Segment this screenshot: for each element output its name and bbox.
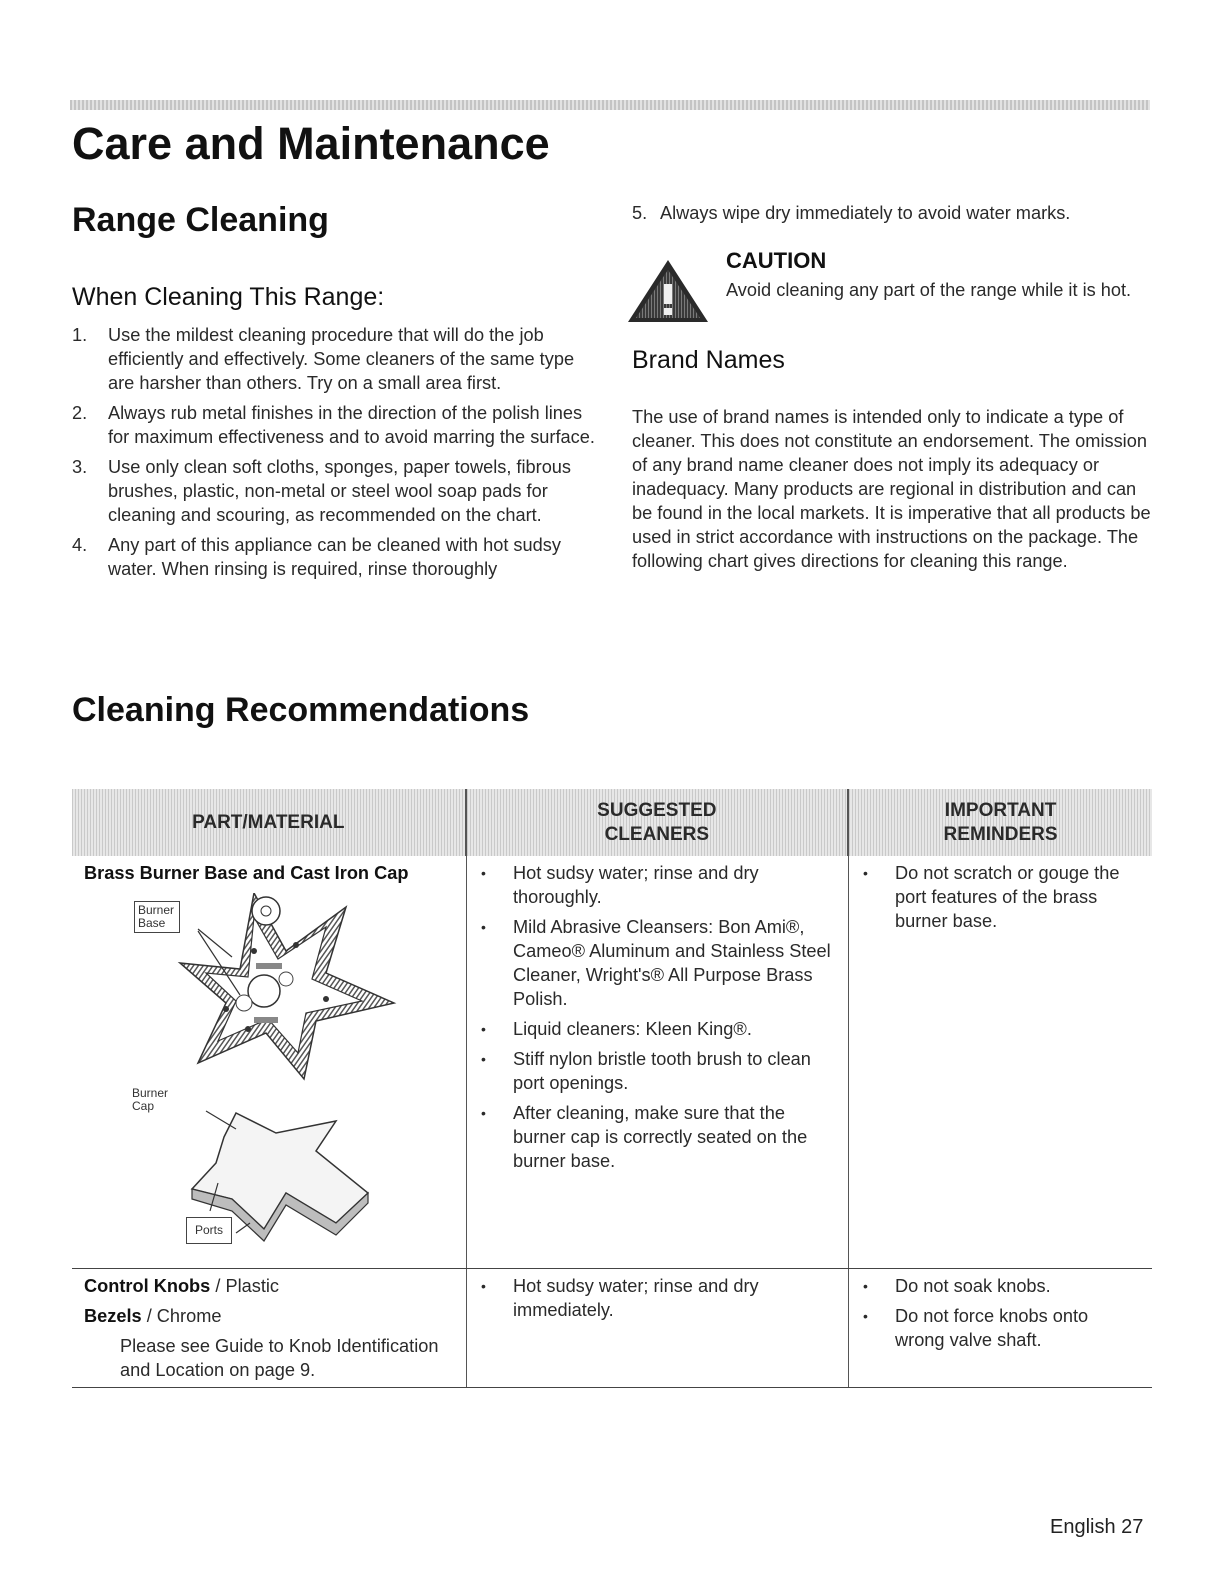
burner-base-label: Burner Base [134,901,180,933]
list-item: • Do not force knobs onto wrong valve shaft. [863,1304,1142,1352]
list-item: • Do not soak knobs. [863,1274,1142,1298]
column-header-important-reminders: IMPORTANT REMINDERS [847,789,1152,856]
burner-base-and-cap-drawing [136,893,436,1253]
column-header-suggested-cleaners: SUGGESTED CLEANERS [465,789,848,856]
part-cell [72,1269,466,1387]
list-item: • Do not scratch or gouge the port features of the brass burner base. [863,861,1142,933]
part-name: Brass Burner Base and Cast Iron Cap [84,863,409,883]
burner-cap-label: Burner Cap [132,1086,169,1113]
page-title: Care and Maintenance [72,118,550,169]
brand-names-heading: Brand Names [632,346,785,374]
column-header-part-material: PART/MATERIAL [72,789,465,856]
list-item: • Stiff nylon bristle tooth brush to clean port openings. [481,1047,838,1095]
list-item: • Hot sudsy water; rinse and dry thoroughly. [481,861,838,909]
cleaners-list [481,861,838,1173]
reminders-list [863,1274,1142,1352]
top-rule [70,100,1150,110]
list-item: • After cleaning, make sure that the burner cap is correctly seated on the burner base. [481,1101,838,1173]
part-cell [72,856,466,1268]
brand-names-text: The use of brand names is intended only to indicate a type of cleaner. This does not constitute an endorsement. The omission of any brand name cleaner does not imply its adequacy or inadequacy. Many products are regional in distribution and can be found in the local markets. It is imperative that all products be used in strict accordance with instructions on the package. The following chart gives directions for cleaning this range. [632,407,1151,571]
important-reminders-cell [848,856,1152,1268]
list-item: 4. Any part of this appliance can be cleaned with hot sudsy water. When rinsing is required, rinse thoroughly [72,535,561,579]
important-reminders-cell [848,1269,1152,1387]
table-header-row [72,789,1152,856]
list-item: 5. Always wipe dry immediately to avoid water marks. [632,203,1071,223]
knob-guide-note: Please see Guide to Knob Identification and Location on page 9. [120,1336,439,1380]
list-item: 2. Always rub metal finishes in the direction of the polish lines for maximum effectiveness and to avoid marring the surface. [72,403,595,447]
cleaning-steps-list [72,323,597,587]
when-cleaning-subheading: When Cleaning This Range: [72,283,385,311]
cleaning-recommendations-heading: Cleaning Recommendations [72,691,530,729]
list-item: 1. Use the mildest cleaning procedure that will do the job efficiently and effectively. Some cleaners of the same type are harsher than others. Try on a small area first. [72,325,575,393]
part-line-control-knobs: Control Knobs / Plastic [84,1276,280,1296]
cleaning-recommendations-table [72,789,1152,1388]
table-row [72,856,1152,1269]
list-item: 3. Use only clean soft cloths, sponges, paper towels, fibrous brushes, plastic, non-metal or steel wool soap pads for cleaning and scouring, as recommended on the chart. [72,457,572,525]
caution-title: CAUTION [726,248,827,273]
list-item: • Mild Abrasive Cleansers: Bon Ami®, Cameo® Aluminum and Stainless Steel Cleaner, Wright's® All Purpose Brass Polish. [481,915,838,1011]
burner-illustration [132,893,436,1253]
suggested-cleaners-cell [466,1269,848,1387]
cleaners-list [481,1274,838,1322]
page-footer: English 27 [1050,1516,1144,1538]
reminders-list [863,861,1142,933]
ports-label: Ports [186,1217,232,1244]
caution-text: Avoid cleaning any part of the range while it is hot. [726,280,1132,300]
range-cleaning-heading: Range Cleaning [72,201,329,239]
suggested-cleaners-cell [466,856,848,1268]
list-item: • Liquid cleaners: Kleen King®. [481,1017,838,1041]
table-row [72,1269,1152,1388]
part-line-bezels: Bezels / Chrome [84,1306,222,1326]
warning-triangle-icon [624,256,712,326]
list-item: • Hot sudsy water; rinse and dry immediately. [481,1274,838,1322]
